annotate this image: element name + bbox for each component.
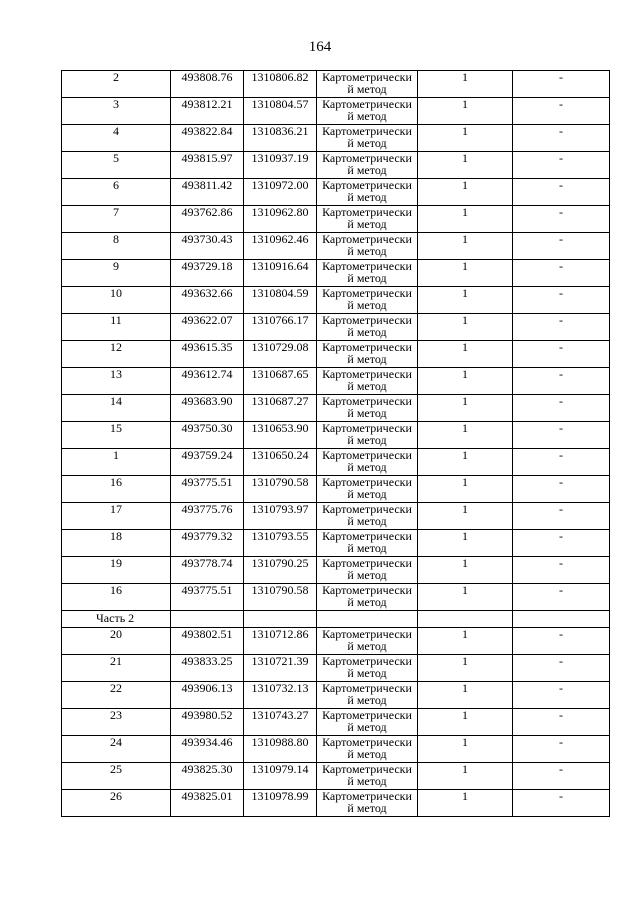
table-row bbox=[62, 260, 610, 287]
method-cell bbox=[317, 682, 418, 709]
method-line-2: й метод bbox=[347, 163, 387, 177]
method-line-1: Картометрически bbox=[322, 681, 412, 695]
accuracy-value: 1 bbox=[418, 476, 513, 503]
table-row bbox=[62, 709, 610, 736]
method-line-2: й метод bbox=[347, 109, 387, 123]
method-cell bbox=[317, 628, 418, 655]
x-coordinate: 493822.84 bbox=[171, 125, 244, 152]
y-coordinate: 1310793.55 bbox=[244, 530, 317, 557]
method-cell bbox=[317, 395, 418, 422]
method-line-2: й метод bbox=[347, 720, 387, 734]
table-row bbox=[62, 557, 610, 584]
note-value: - bbox=[513, 628, 610, 655]
empty-cell bbox=[244, 611, 317, 628]
x-coordinate: 493729.18 bbox=[171, 260, 244, 287]
point-number: 3 bbox=[62, 98, 171, 125]
y-coordinate: 1310650.24 bbox=[244, 449, 317, 476]
method-line-1: Картометрически bbox=[322, 475, 412, 489]
accuracy-value: 1 bbox=[418, 71, 513, 98]
point-number: 16 bbox=[62, 584, 171, 611]
y-coordinate: 1310712.86 bbox=[244, 628, 317, 655]
point-number: 9 bbox=[62, 260, 171, 287]
point-number: 1 bbox=[62, 449, 171, 476]
y-coordinate: 1310988.80 bbox=[244, 736, 317, 763]
method-line-1: Картометрически bbox=[322, 708, 412, 722]
method-line-1: Картометрически bbox=[322, 124, 412, 138]
table-section-header bbox=[62, 611, 610, 628]
accuracy-value: 1 bbox=[418, 628, 513, 655]
y-coordinate: 1310766.17 bbox=[244, 314, 317, 341]
point-number: 13 bbox=[62, 368, 171, 395]
x-coordinate: 493833.25 bbox=[171, 655, 244, 682]
method-cell bbox=[317, 709, 418, 736]
note-value: - bbox=[513, 206, 610, 233]
table-row bbox=[62, 233, 610, 260]
method-cell bbox=[317, 206, 418, 233]
method-line-2: й метод bbox=[347, 514, 387, 528]
method-line-2: й метод bbox=[347, 460, 387, 474]
method-cell bbox=[317, 503, 418, 530]
table-row bbox=[62, 763, 610, 790]
method-line-2: й метод bbox=[347, 568, 387, 582]
method-cell bbox=[317, 476, 418, 503]
note-value: - bbox=[513, 530, 610, 557]
method-line-2: й метод bbox=[347, 325, 387, 339]
method-line-1: Картометрически bbox=[322, 340, 412, 354]
section-row bbox=[62, 611, 610, 628]
empty-cell bbox=[317, 611, 418, 628]
y-coordinate: 1310687.27 bbox=[244, 395, 317, 422]
table-row bbox=[62, 682, 610, 709]
note-value: - bbox=[513, 341, 610, 368]
table-row bbox=[62, 341, 610, 368]
y-coordinate: 1310937.19 bbox=[244, 152, 317, 179]
y-coordinate: 1310979.14 bbox=[244, 763, 317, 790]
accuracy-value: 1 bbox=[418, 422, 513, 449]
method-cell bbox=[317, 422, 418, 449]
method-line-1: Картометрически bbox=[322, 286, 412, 300]
y-coordinate: 1310806.82 bbox=[244, 71, 317, 98]
method-line-2: й метод bbox=[347, 693, 387, 707]
point-number: 2 bbox=[62, 71, 171, 98]
note-value: - bbox=[513, 152, 610, 179]
x-coordinate: 493750.30 bbox=[171, 422, 244, 449]
method-line-1: Картометрически bbox=[322, 70, 412, 84]
y-coordinate: 1310804.57 bbox=[244, 98, 317, 125]
method-line-2: й метод bbox=[347, 595, 387, 609]
method-cell bbox=[317, 233, 418, 260]
method-line-2: й метод bbox=[347, 244, 387, 258]
method-line-2: й метод bbox=[347, 352, 387, 366]
table-row bbox=[62, 152, 610, 179]
point-number: 10 bbox=[62, 287, 171, 314]
accuracy-value: 1 bbox=[418, 206, 513, 233]
empty-cell bbox=[513, 611, 610, 628]
method-cell bbox=[317, 736, 418, 763]
method-cell bbox=[317, 763, 418, 790]
method-cell bbox=[317, 584, 418, 611]
x-coordinate: 493980.52 bbox=[171, 709, 244, 736]
point-number: 12 bbox=[62, 341, 171, 368]
x-coordinate: 493615.35 bbox=[171, 341, 244, 368]
x-coordinate: 493802.51 bbox=[171, 628, 244, 655]
section-label: Часть 2 bbox=[62, 611, 171, 628]
point-number: 20 bbox=[62, 628, 171, 655]
table-row bbox=[62, 790, 610, 817]
x-coordinate: 493934.46 bbox=[171, 736, 244, 763]
method-line-2: й метод bbox=[347, 433, 387, 447]
y-coordinate: 1310732.13 bbox=[244, 682, 317, 709]
method-line-2: й метод bbox=[347, 298, 387, 312]
accuracy-value: 1 bbox=[418, 368, 513, 395]
method-line-1: Картометрически bbox=[322, 178, 412, 192]
point-number: 25 bbox=[62, 763, 171, 790]
note-value: - bbox=[513, 449, 610, 476]
point-number: 19 bbox=[62, 557, 171, 584]
point-number: 15 bbox=[62, 422, 171, 449]
method-line-1: Картометрически bbox=[322, 762, 412, 776]
method-line-2: й метод bbox=[347, 774, 387, 788]
x-coordinate: 493683.90 bbox=[171, 395, 244, 422]
accuracy-value: 1 bbox=[418, 314, 513, 341]
method-line-1: Картометрически bbox=[322, 205, 412, 219]
point-number: 17 bbox=[62, 503, 171, 530]
y-coordinate: 1310721.39 bbox=[244, 655, 317, 682]
method-line-2: й метод bbox=[347, 217, 387, 231]
method-cell bbox=[317, 260, 418, 287]
table-row bbox=[62, 449, 610, 476]
accuracy-value: 1 bbox=[418, 125, 513, 152]
note-value: - bbox=[513, 179, 610, 206]
point-number: 16 bbox=[62, 476, 171, 503]
method-line-1: Картометрически bbox=[322, 421, 412, 435]
y-coordinate: 1310972.00 bbox=[244, 179, 317, 206]
method-cell bbox=[317, 179, 418, 206]
accuracy-value: 1 bbox=[418, 503, 513, 530]
point-number: 5 bbox=[62, 152, 171, 179]
method-line-2: й метод bbox=[347, 190, 387, 204]
coordinates-table bbox=[61, 70, 610, 817]
table-row bbox=[62, 314, 610, 341]
method-line-2: й метод bbox=[347, 747, 387, 761]
accuracy-value: 1 bbox=[418, 790, 513, 817]
y-coordinate: 1310653.90 bbox=[244, 422, 317, 449]
table-part-1 bbox=[62, 71, 610, 611]
method-cell bbox=[317, 314, 418, 341]
y-coordinate: 1310962.80 bbox=[244, 206, 317, 233]
accuracy-value: 1 bbox=[418, 341, 513, 368]
method-line-1: Картометрически bbox=[322, 394, 412, 408]
note-value: - bbox=[513, 98, 610, 125]
y-coordinate: 1310729.08 bbox=[244, 341, 317, 368]
method-cell bbox=[317, 655, 418, 682]
x-coordinate: 493825.01 bbox=[171, 790, 244, 817]
x-coordinate: 493730.43 bbox=[171, 233, 244, 260]
y-coordinate: 1310916.64 bbox=[244, 260, 317, 287]
method-cell bbox=[317, 368, 418, 395]
note-value: - bbox=[513, 476, 610, 503]
accuracy-value: 1 bbox=[418, 395, 513, 422]
note-value: - bbox=[513, 71, 610, 98]
point-number: 22 bbox=[62, 682, 171, 709]
y-coordinate: 1310790.58 bbox=[244, 584, 317, 611]
method-line-1: Картометрически bbox=[322, 232, 412, 246]
point-number: 4 bbox=[62, 125, 171, 152]
note-value: - bbox=[513, 557, 610, 584]
method-cell bbox=[317, 790, 418, 817]
method-line-1: Картометрически bbox=[322, 529, 412, 543]
method-line-1: Картометрически bbox=[322, 583, 412, 597]
method-line-1: Картометрически bbox=[322, 627, 412, 641]
x-coordinate: 493622.07 bbox=[171, 314, 244, 341]
x-coordinate: 493779.32 bbox=[171, 530, 244, 557]
table-row bbox=[62, 476, 610, 503]
method-line-1: Картометрически bbox=[322, 448, 412, 462]
x-coordinate: 493762.86 bbox=[171, 206, 244, 233]
method-line-2: й метод bbox=[347, 487, 387, 501]
y-coordinate: 1310804.59 bbox=[244, 287, 317, 314]
note-value: - bbox=[513, 682, 610, 709]
table-row bbox=[62, 503, 610, 530]
point-number: 7 bbox=[62, 206, 171, 233]
note-value: - bbox=[513, 503, 610, 530]
x-coordinate: 493808.76 bbox=[171, 71, 244, 98]
accuracy-value: 1 bbox=[418, 763, 513, 790]
x-coordinate: 493612.74 bbox=[171, 368, 244, 395]
method-line-1: Картометрически bbox=[322, 789, 412, 803]
table-row bbox=[62, 628, 610, 655]
method-line-1: Картометрически bbox=[322, 654, 412, 668]
method-line-2: й метод bbox=[347, 666, 387, 680]
note-value: - bbox=[513, 736, 610, 763]
method-line-2: й метод bbox=[347, 82, 387, 96]
point-number: 18 bbox=[62, 530, 171, 557]
x-coordinate: 493811.42 bbox=[171, 179, 244, 206]
accuracy-value: 1 bbox=[418, 449, 513, 476]
point-number: 14 bbox=[62, 395, 171, 422]
method-cell bbox=[317, 98, 418, 125]
method-line-2: й метод bbox=[347, 379, 387, 393]
method-cell bbox=[317, 125, 418, 152]
note-value: - bbox=[513, 287, 610, 314]
method-line-1: Картометрически bbox=[322, 735, 412, 749]
table-part-2 bbox=[62, 628, 610, 817]
method-line-1: Картометрически bbox=[322, 313, 412, 327]
table-row bbox=[62, 98, 610, 125]
method-line-1: Картометрически bbox=[322, 259, 412, 273]
method-cell bbox=[317, 71, 418, 98]
note-value: - bbox=[513, 314, 610, 341]
x-coordinate: 493775.76 bbox=[171, 503, 244, 530]
method-line-2: й метод bbox=[347, 639, 387, 653]
x-coordinate: 493812.21 bbox=[171, 98, 244, 125]
table-row bbox=[62, 655, 610, 682]
method-line-2: й метод bbox=[347, 271, 387, 285]
x-coordinate: 493778.74 bbox=[171, 557, 244, 584]
method-cell bbox=[317, 557, 418, 584]
accuracy-value: 1 bbox=[418, 233, 513, 260]
note-value: - bbox=[513, 584, 610, 611]
accuracy-value: 1 bbox=[418, 736, 513, 763]
point-number: 23 bbox=[62, 709, 171, 736]
note-value: - bbox=[513, 763, 610, 790]
x-coordinate: 493775.51 bbox=[171, 584, 244, 611]
point-number: 8 bbox=[62, 233, 171, 260]
x-coordinate: 493906.13 bbox=[171, 682, 244, 709]
y-coordinate: 1310793.97 bbox=[244, 503, 317, 530]
method-line-2: й метод bbox=[347, 136, 387, 150]
x-coordinate: 493632.66 bbox=[171, 287, 244, 314]
y-coordinate: 1310687.65 bbox=[244, 368, 317, 395]
accuracy-value: 1 bbox=[418, 530, 513, 557]
table-row bbox=[62, 368, 610, 395]
note-value: - bbox=[513, 655, 610, 682]
table-row bbox=[62, 395, 610, 422]
y-coordinate: 1310962.46 bbox=[244, 233, 317, 260]
accuracy-value: 1 bbox=[418, 584, 513, 611]
table-row bbox=[62, 206, 610, 233]
y-coordinate: 1310790.58 bbox=[244, 476, 317, 503]
accuracy-value: 1 bbox=[418, 287, 513, 314]
method-line-1: Картометрически bbox=[322, 151, 412, 165]
table-row bbox=[62, 584, 610, 611]
x-coordinate: 493759.24 bbox=[171, 449, 244, 476]
accuracy-value: 1 bbox=[418, 557, 513, 584]
note-value: - bbox=[513, 125, 610, 152]
method-line-1: Картометрически bbox=[322, 97, 412, 111]
accuracy-value: 1 bbox=[418, 655, 513, 682]
table-row bbox=[62, 530, 610, 557]
method-line-1: Картометрически bbox=[322, 502, 412, 516]
accuracy-value: 1 bbox=[418, 260, 513, 287]
x-coordinate: 493825.30 bbox=[171, 763, 244, 790]
note-value: - bbox=[513, 368, 610, 395]
table-row bbox=[62, 736, 610, 763]
y-coordinate: 1310790.25 bbox=[244, 557, 317, 584]
table-row bbox=[62, 287, 610, 314]
y-coordinate: 1310743.27 bbox=[244, 709, 317, 736]
note-value: - bbox=[513, 395, 610, 422]
point-number: 24 bbox=[62, 736, 171, 763]
table-row bbox=[62, 179, 610, 206]
point-number: 21 bbox=[62, 655, 171, 682]
method-line-2: й метод bbox=[347, 406, 387, 420]
point-number: 26 bbox=[62, 790, 171, 817]
table-row bbox=[62, 125, 610, 152]
note-value: - bbox=[513, 790, 610, 817]
note-value: - bbox=[513, 260, 610, 287]
note-value: - bbox=[513, 422, 610, 449]
method-line-1: Картометрически bbox=[322, 556, 412, 570]
empty-cell bbox=[171, 611, 244, 628]
accuracy-value: 1 bbox=[418, 682, 513, 709]
table-row bbox=[62, 422, 610, 449]
point-number: 6 bbox=[62, 179, 171, 206]
method-line-2: й метод bbox=[347, 541, 387, 555]
y-coordinate: 1310836.21 bbox=[244, 125, 317, 152]
accuracy-value: 1 bbox=[418, 152, 513, 179]
method-cell bbox=[317, 449, 418, 476]
empty-cell bbox=[418, 611, 513, 628]
x-coordinate: 493775.51 bbox=[171, 476, 244, 503]
method-cell bbox=[317, 530, 418, 557]
method-line-2: й метод bbox=[347, 801, 387, 815]
note-value: - bbox=[513, 709, 610, 736]
accuracy-value: 1 bbox=[418, 179, 513, 206]
y-coordinate: 1310978.99 bbox=[244, 790, 317, 817]
method-line-1: Картометрически bbox=[322, 367, 412, 381]
method-cell bbox=[317, 341, 418, 368]
point-number: 11 bbox=[62, 314, 171, 341]
method-cell bbox=[317, 152, 418, 179]
x-coordinate: 493815.97 bbox=[171, 152, 244, 179]
table-row bbox=[62, 71, 610, 98]
accuracy-value: 1 bbox=[418, 709, 513, 736]
page-number: 164 bbox=[308, 39, 332, 55]
accuracy-value: 1 bbox=[418, 98, 513, 125]
method-cell bbox=[317, 287, 418, 314]
note-value: - bbox=[513, 233, 610, 260]
